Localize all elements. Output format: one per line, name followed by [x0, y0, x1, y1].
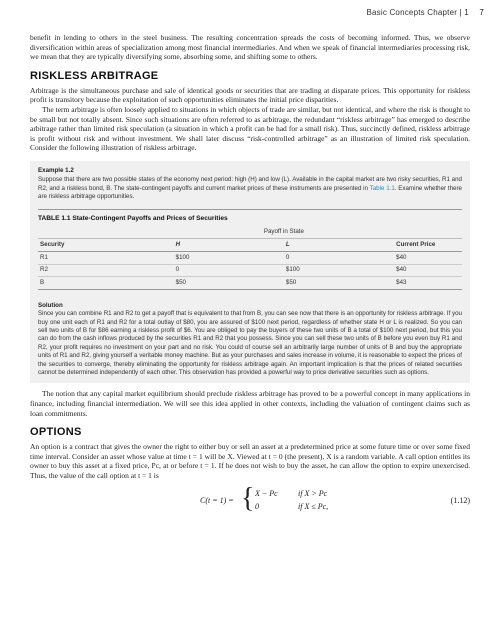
- table-cell: B: [38, 277, 174, 290]
- example-title: Example 1.2: [38, 166, 74, 174]
- solution-title: Solution: [38, 301, 63, 309]
- column-header-l: L: [284, 238, 394, 251]
- example-text: [38, 176, 462, 201]
- table-header-row: [38, 238, 462, 251]
- table-cell: $100: [284, 264, 394, 277]
- table-reference-link[interactable]: Table 1.1: [369, 184, 395, 192]
- example-box: [30, 161, 470, 383]
- running-header: [366, 8, 484, 17]
- solution-text: Since you can combine R1 and R2 to get a payoff that is equivalent to that from B, you can see now that there is an opportunity for riskless arbitrage. If you buy one unit each of R1 and R2 for a total outlay of $80, you are assured of $100 next period, regardless of whether state H or L is realized. So you can sell two units of B for $86 earning a riskless profit of $6. You are obliged to pay the buyers of these two units of B a total of $100 next period, but this you can do from the cash inflows produced by the securities R1 and R2 that you possess. Since you can sell these two units of B before you even buy R1 and R2, your profit requires no investment on your part and no risk. You could of course sell an arbitrarily large number of units of B and buy the appropriate units of R1 and R2, giving yourself a veritable money machine. But as your purchases and sales increase in volume, it is reasonable to expect the prices of the securities to converge, thereby eliminating the opportunity for riskless arbitrage again. An important implication is that the prices of related securities cannot be determined independently of each other. This observation has provided a powerful way to price derivative securities such as options.: [38, 310, 462, 376]
- table-row: [38, 264, 462, 277]
- payoff-in-state-header: Payoff in State: [174, 226, 394, 238]
- table-cell: R1: [38, 251, 174, 264]
- table-caption: TABLE 1.1 State-Contingent Payoffs and Prices of Securities: [38, 209, 462, 223]
- section-heading-riskless-arbitrage: RISKLESS ARBITRAGE: [30, 69, 159, 82]
- table-row: [38, 277, 462, 290]
- equation-condition-1: if X > Pc: [298, 488, 328, 498]
- payoff-table: [38, 226, 462, 290]
- section-heading-options: OPTIONS: [30, 426, 82, 439]
- example-text-before: Suppose that there are two possible states of the economy next period: high (H) and low (L). Available in the capital market are two risky securities, R1 and R2, and a riskless bond, B. The state-contingent payoffs and current market prices of these instruments are presented in: [38, 176, 462, 192]
- riskless-paragraph-1: Arbitrage is the simultaneous purchase and sale of identical goods or securities that are trading at disparate prices. This opportunity for riskless profit is transitory because the exploitation of such opportunities eliminates the initial price disparities.: [30, 85, 470, 105]
- equation-1-12: [30, 482, 470, 519]
- column-header-security: Security: [38, 238, 174, 251]
- intro-paragraph: benefit in lending to others in the steel business. The resulting concentration spreads the costs of becoming informed. Thus, we observe diversification within areas of specialization among most financial intermediaries. And when we speak of financial intermediaries processing risk, we mean that they are typically diversifying some, absorbing some, and shifting some to others.: [30, 33, 470, 62]
- table-cell: $40: [394, 264, 462, 277]
- table-cell: $100: [174, 251, 284, 264]
- equation-lhs: C(t = 1) =: [200, 495, 234, 505]
- running-head-text: Basic Concepts Chapter | 1: [366, 8, 469, 17]
- table-cell: 0: [174, 264, 284, 277]
- table-group-header-row: [38, 226, 462, 238]
- riskless-paragraph-2: The term arbitrage is often loosely applied to situations in which objects of trade are similar, but not identical, and where the risk is thought to be small but not totally absent. Since such situations are often referred to as arbitrage, the redundant “riskless arbitrage” has emerged to describe arbitrage rather than limited risk speculation (a situation in which a profit can be had for a small risk). Thus, succinctly defined, riskless arbitrage is profit without risk and without investment. We shall later discuss “risk-controlled arbitrage” as an illustration of limited risk speculation. Consider the following illustration of riskless arbitrage.: [30, 104, 470, 153]
- table-cell: R2: [38, 264, 174, 277]
- table-cell: $40: [394, 251, 462, 264]
- table-cell: $50: [284, 277, 394, 290]
- table-cell: 0: [284, 251, 394, 264]
- example-text-after: . Examine whether there are riskless arbitrage opportunities.: [38, 184, 462, 201]
- column-header-h: H: [174, 238, 284, 251]
- equation-case-1: X − Pc: [255, 488, 278, 498]
- options-paragraph: An option is a contract that gives the owner the right to either buy or sell an asset at a predetermined price at some future time or over some fixed time interval. Consider an asset whose value at time t = 1 will be X. Viewed at t = 0 (the present), X is a random variable. A call option entitles its owner to buy this asset at a fixed price, Pc, at or before t = 1. If he does not wish to buy the asset, he can allow the option to expire unexercised. Thus, the value of the call option at t = 1 is: [30, 442, 470, 480]
- equation-brace: {: [241, 482, 255, 514]
- page-body: [30, 33, 470, 519]
- table-cell: $50: [174, 277, 284, 290]
- table-row: [38, 251, 462, 264]
- equation-condition-2: if X ≤ Pc,: [298, 501, 329, 511]
- equation-number: (1.12): [450, 495, 470, 505]
- closing-paragraph: The notion that any capital market equilibrium should preclude riskless arbitrage has proved to be a powerful concept in many applications in finance, including financial intermediation. We will see this idea applied in other contexts, including the valuation of contingent claims such as loan commitments.: [30, 389, 470, 418]
- page-number: 7: [479, 8, 484, 17]
- options-section: [30, 426, 470, 518]
- equation-case-2: 0: [255, 501, 259, 511]
- table-cell: $43: [394, 277, 462, 290]
- column-header-current-price: Current Price: [394, 238, 462, 251]
